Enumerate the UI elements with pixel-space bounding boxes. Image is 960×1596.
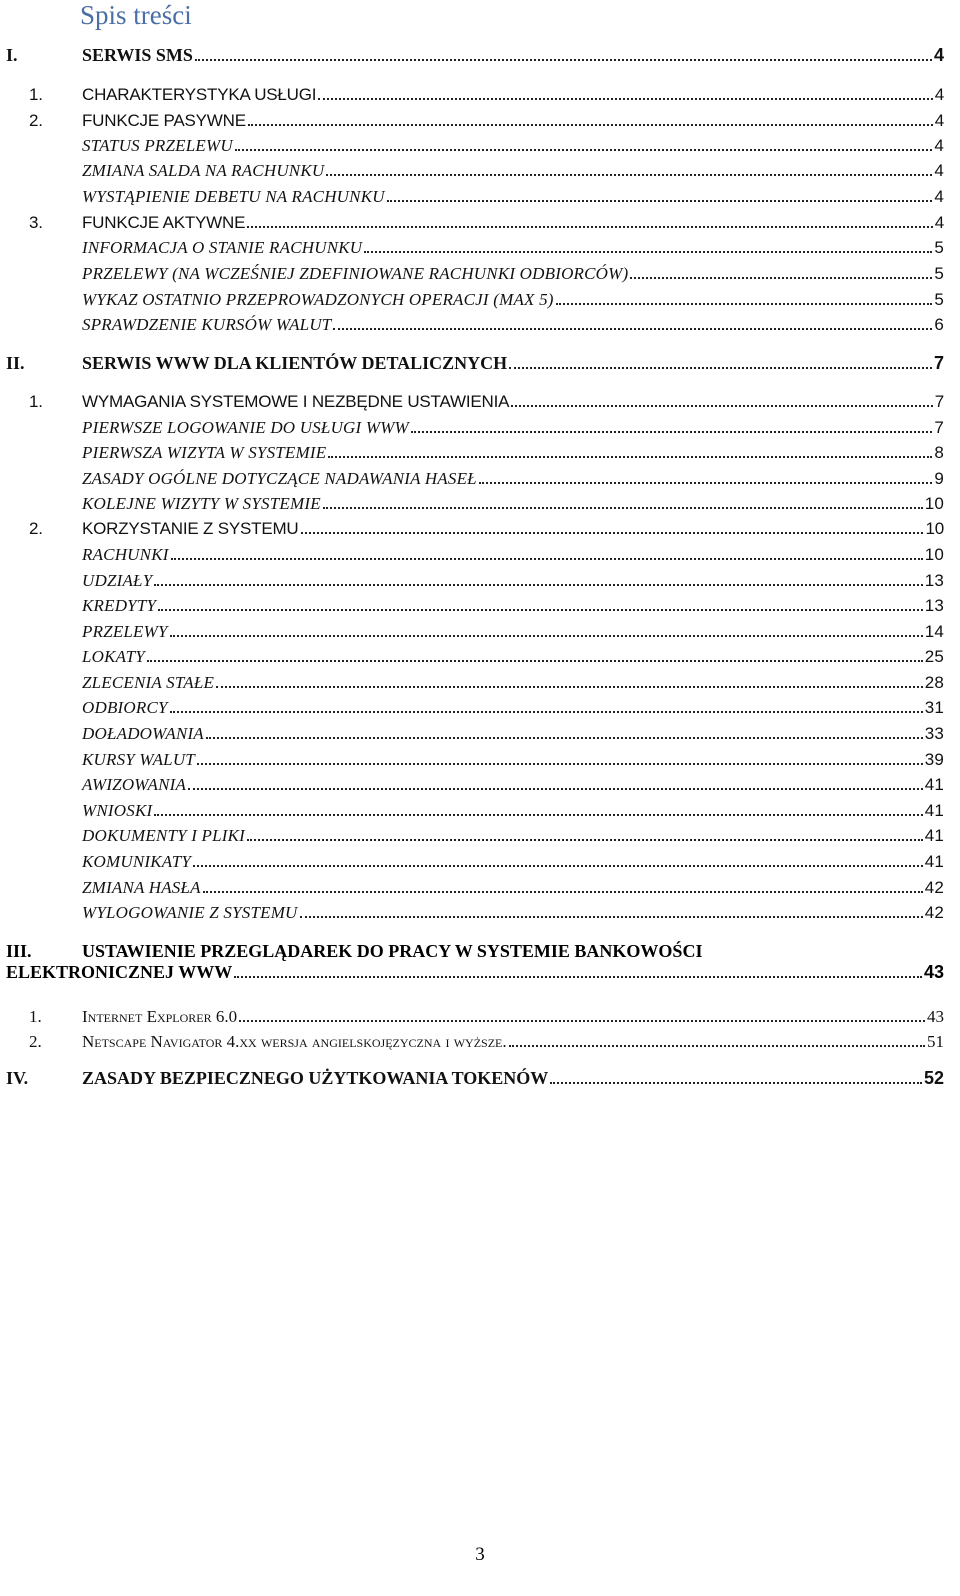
toc-entry[interactable] xyxy=(6,213,944,233)
dot-leader xyxy=(170,710,923,713)
toc-page-number: 31 xyxy=(924,698,944,717)
toc-page-number: 28 xyxy=(924,673,944,692)
dot-leader xyxy=(197,762,923,765)
toc-label: WNIOSKI xyxy=(82,801,153,820)
toc-entry[interactable] xyxy=(6,775,944,795)
toc-label: USTAWIENIE PRZEGLĄDAREK DO PRACY W SYSTEMIE BANKOWOŚCI xyxy=(82,941,703,961)
toc-label: DOŁADOWANIA xyxy=(82,724,204,743)
toc-page-number: 4 xyxy=(934,85,944,104)
toc-entry[interactable] xyxy=(6,801,944,821)
page-title: Spis treści xyxy=(80,0,192,30)
dot-leader xyxy=(188,787,923,790)
toc-label: ZASADY OGÓLNE DOTYCZĄCE NADAWANIA HASEŁ xyxy=(82,469,477,488)
dot-leader xyxy=(550,1081,922,1084)
toc-entry[interactable] xyxy=(6,1007,944,1027)
toc-page-number: 42 xyxy=(924,903,944,922)
toc-number: 2. xyxy=(29,1032,42,1051)
toc-page-number: 41 xyxy=(924,801,944,820)
dot-leader xyxy=(323,506,923,509)
toc-label-continued: ELEKTRONICZNEJ WWW xyxy=(6,962,233,982)
toc-page-number: 42 xyxy=(924,878,944,897)
dot-leader xyxy=(154,583,922,586)
toc-entry[interactable] xyxy=(6,622,944,642)
toc-page-number: 10 xyxy=(924,545,944,564)
toc-page-number: 5 xyxy=(934,238,944,257)
toc-label: AWIZOWANIA xyxy=(82,775,187,794)
toc-page-number: 4 xyxy=(934,213,944,232)
toc-page-number: 4 xyxy=(934,187,944,206)
dot-leader xyxy=(333,327,932,330)
toc-entry[interactable] xyxy=(6,469,944,489)
toc-entry-part-4[interactable] xyxy=(6,1068,944,1089)
toc-label: SERWIS WWW DLA KLIENTÓW DETALICZNYCH xyxy=(82,353,508,373)
toc-page-number: 8 xyxy=(934,443,944,462)
dot-leader xyxy=(235,148,933,151)
dot-leader xyxy=(247,225,932,228)
toc-page-number: 41 xyxy=(924,826,944,845)
toc-label: INFORMACJA O STANIE RACHUNKU xyxy=(82,238,363,257)
toc-label: ZMIANA HASŁA xyxy=(82,878,201,897)
toc-page-number: 4 xyxy=(934,111,944,130)
toc-entry[interactable] xyxy=(6,264,944,284)
dot-leader xyxy=(556,302,933,305)
toc-entry[interactable] xyxy=(6,443,944,463)
toc-label: WYMAGANIA SYSTEMOWE I NEZBĘDNE USTAWIENIA xyxy=(82,392,510,411)
toc-entry[interactable] xyxy=(6,161,944,181)
toc-number: 1. xyxy=(29,392,43,411)
toc-label: ZASADY BEZPIECZNEGO UŻYTKOWANIA TOKENÓW xyxy=(82,1068,549,1088)
toc-label: FUNKCJE AKTYWNE xyxy=(82,213,246,232)
toc-page-number: 9 xyxy=(934,469,944,488)
toc-page-number: 7 xyxy=(934,418,944,437)
toc-label: ZLECENIA STAŁE xyxy=(82,673,215,692)
toc-number: II. xyxy=(6,353,25,373)
toc-label: LOKATY xyxy=(82,647,145,666)
dot-leader xyxy=(147,659,923,662)
toc-label: WYKAZ OSTATNIO PRZEPROWADZONYCH OPERACJI (MAX 5) xyxy=(82,290,554,309)
dot-leader xyxy=(364,250,932,253)
toc-entry-part-2[interactable] xyxy=(6,353,944,374)
toc-page-number: 41 xyxy=(924,775,944,794)
toc-entry[interactable] xyxy=(6,571,944,591)
toc-number: IV. xyxy=(6,1068,29,1088)
toc-entry[interactable] xyxy=(6,545,944,565)
page-number: 3 xyxy=(475,1544,485,1565)
toc-page-number: 7 xyxy=(934,392,944,411)
toc-entry[interactable] xyxy=(6,85,944,105)
dot-leader xyxy=(326,173,932,176)
toc-entry[interactable] xyxy=(6,852,944,872)
toc-label: PIERWSZA WIZYTA W SYSTEMIE xyxy=(82,443,327,462)
toc-label: KOMUNIKATY xyxy=(82,852,192,871)
toc-page-number: 39 xyxy=(924,750,944,769)
toc-entry-part-3[interactable] xyxy=(6,941,944,983)
toc-entry[interactable] xyxy=(6,111,944,131)
toc-entry[interactable] xyxy=(6,418,944,438)
toc-entry[interactable] xyxy=(6,647,944,667)
toc-entry[interactable] xyxy=(6,290,944,310)
dot-leader xyxy=(411,430,932,433)
dot-leader xyxy=(511,404,933,407)
dot-leader xyxy=(247,838,923,841)
toc-entry[interactable] xyxy=(6,903,944,923)
toc-page-number: 5 xyxy=(934,264,944,283)
toc-label: CHARAKTERYSTYKA USŁUGI xyxy=(82,85,317,104)
dot-leader xyxy=(206,736,923,739)
toc-label: UDZIAŁY xyxy=(82,571,153,590)
toc-label: PRZELEWY xyxy=(82,622,168,641)
dot-leader xyxy=(630,276,932,279)
toc-entry[interactable] xyxy=(6,519,944,539)
toc-label: Internet Explorer 6.0 xyxy=(82,1007,238,1026)
toc-label: KOLEJNE WIZYTY W SYSTEMIE xyxy=(82,494,321,513)
dot-leader xyxy=(203,890,923,893)
toc-entry[interactable] xyxy=(6,1032,944,1052)
toc-label: STATUS PRZELEWU xyxy=(82,136,233,155)
toc-label: SERWIS SMS xyxy=(82,45,193,65)
toc-page-number: 4 xyxy=(933,45,944,65)
toc-page-number: 33 xyxy=(924,724,944,743)
dot-leader xyxy=(328,455,932,458)
toc-label: WYLOGOWANIE Z SYSTEMU xyxy=(82,903,298,922)
toc-label: PRZELEWY (NA WCZEŚNIEJ ZDEFINIOWANE RACHUNKI ODBIORCÓW) xyxy=(82,264,629,283)
toc-label: Netscape Navigator 4.xx wersja angielskojęzyczna i wyższe. xyxy=(82,1032,507,1051)
toc-page-number: 25 xyxy=(924,647,944,666)
toc-label: WYSTĄPIENIE DEBETU NA RACHUNKU xyxy=(82,187,385,206)
toc-page-number: 43 xyxy=(927,1007,944,1026)
dot-leader xyxy=(170,634,923,637)
toc-page-number: 13 xyxy=(924,596,944,615)
toc-page-number: 41 xyxy=(924,852,944,871)
dot-leader xyxy=(248,123,933,126)
toc-number: 2. xyxy=(29,519,43,538)
dot-leader xyxy=(479,481,933,484)
toc-page-number: 52 xyxy=(923,1068,944,1088)
toc-number: 3. xyxy=(29,213,43,232)
toc-label: KREDYTY xyxy=(82,596,157,615)
toc-label: FUNKCJE PASYWNE xyxy=(82,111,246,130)
toc-number: III. xyxy=(6,941,32,961)
toc-page-number: 5 xyxy=(934,290,944,309)
toc-entry[interactable] xyxy=(6,878,944,898)
toc-label: SPRAWDZENIE KURSÓW WALUT xyxy=(82,315,332,334)
dot-leader xyxy=(509,1044,925,1047)
dot-leader xyxy=(509,366,932,369)
dot-leader xyxy=(234,975,922,978)
toc-page-number: 4 xyxy=(934,136,944,155)
toc-label: RACHUNKI xyxy=(82,545,169,564)
dot-leader xyxy=(318,97,932,100)
toc-entry[interactable] xyxy=(6,494,944,514)
dot-leader xyxy=(195,58,932,61)
toc-page-number: 14 xyxy=(924,622,944,641)
dot-leader xyxy=(154,813,922,816)
dot-leader xyxy=(387,199,933,202)
toc-page-number: 10 xyxy=(925,519,944,538)
toc-number: 1. xyxy=(29,1007,42,1026)
toc-entry[interactable] xyxy=(6,596,944,616)
toc-page-number: 13 xyxy=(924,571,944,590)
dot-leader xyxy=(301,531,924,534)
toc-entry[interactable] xyxy=(6,315,944,335)
toc-entry[interactable] xyxy=(6,826,944,846)
dot-leader xyxy=(216,685,923,688)
dot-leader xyxy=(158,608,923,611)
toc-page-number: 6 xyxy=(934,315,944,334)
toc-entry[interactable] xyxy=(6,238,944,258)
toc-entry[interactable] xyxy=(6,750,944,770)
toc-page-number: 43 xyxy=(923,962,944,982)
dot-leader xyxy=(171,557,923,560)
toc-page-number: 7 xyxy=(933,353,944,373)
toc-label: KORZYSTANIE Z SYSTEMU xyxy=(82,519,299,538)
toc-entry[interactable] xyxy=(6,392,944,412)
toc-entry[interactable] xyxy=(6,698,944,718)
toc-entry[interactable] xyxy=(6,136,944,156)
toc-page-number: 51 xyxy=(927,1032,944,1051)
toc-page-number: 4 xyxy=(934,161,944,180)
toc-entry[interactable] xyxy=(6,187,944,207)
toc-entry[interactable] xyxy=(6,673,944,693)
toc-label: DOKUMENTY I PLIKI xyxy=(82,826,246,845)
toc-entry-part-1[interactable] xyxy=(6,45,944,66)
dot-leader xyxy=(239,1019,925,1022)
toc-number: 2. xyxy=(29,111,43,130)
toc-number: 1. xyxy=(29,85,43,104)
toc-label: KURSY WALUT xyxy=(82,750,195,769)
toc-number: I. xyxy=(6,45,18,65)
toc-label: PIERWSZE LOGOWANIE DO USŁUGI WWW xyxy=(82,418,409,437)
toc-label: ODBIORCY xyxy=(82,698,168,717)
dot-leader xyxy=(193,864,923,867)
toc-label: ZMIANA SALDA NA RACHUNKU xyxy=(82,161,325,180)
toc-page-number: 10 xyxy=(924,494,944,513)
dot-leader xyxy=(300,915,923,918)
toc-entry[interactable] xyxy=(6,724,944,744)
